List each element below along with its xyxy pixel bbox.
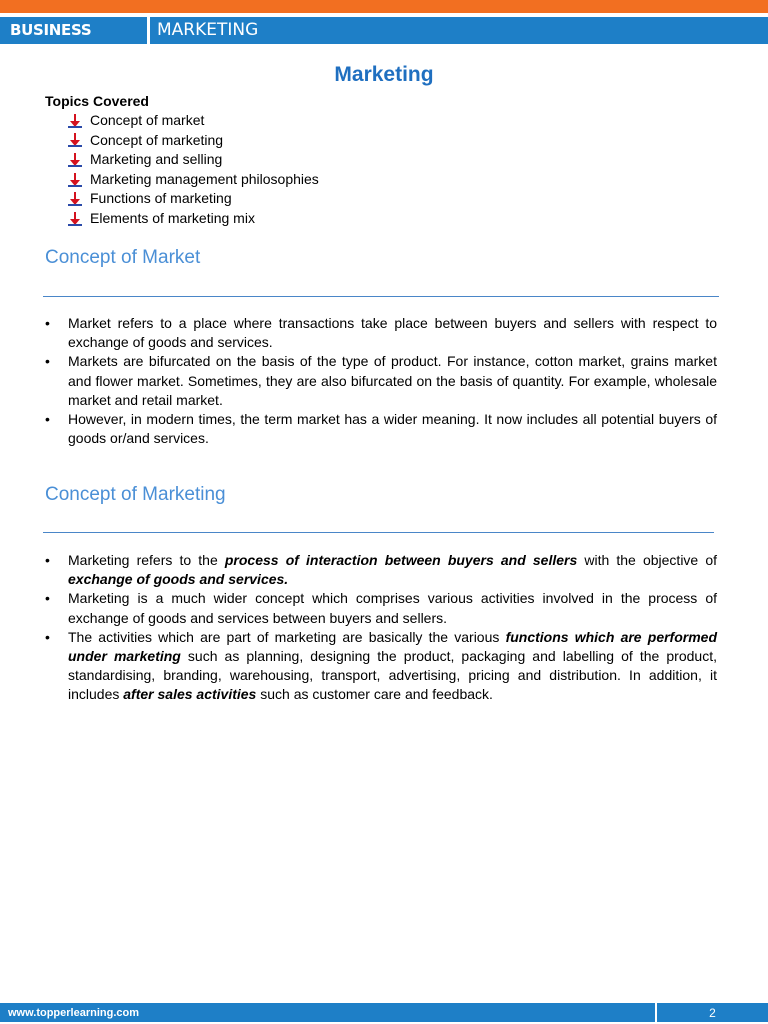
body-text: However, in modern times, the term market has a wider meaning. It now includes all potential buyers of goods or/and services.: [68, 411, 717, 447]
bullet-dot: •: [45, 590, 50, 607]
topic-label: Elements of marketing mix: [90, 209, 255, 226]
section-heading-market: Concept of Market: [45, 247, 201, 268]
section-rule: [43, 296, 719, 297]
bullet-dot: •: [45, 552, 50, 568]
topic-label: Marketing and selling: [90, 151, 223, 168]
body-text: with the objective of: [577, 552, 718, 568]
page-number: 2: [709, 1005, 716, 1020]
topic-item: [68, 111, 319, 131]
header-topic: MARKETING: [157, 20, 259, 40]
section-heading-marketing: Concept of Marketing: [45, 484, 226, 505]
header-subject: BUSINESS STUDIES: [10, 21, 92, 66]
emphasis-text: functions which are performed under marketing: [68, 628, 718, 665]
page-header: [0, 17, 768, 66]
bullet-item: [45, 314, 717, 352]
market-bullet-list: [45, 314, 717, 448]
bullet-item: [45, 589, 717, 627]
bullet-item: [45, 628, 717, 705]
body-text: Market refers to a place where transactions take place between buyers and sellers with respect to exchange of goods and services.: [68, 315, 717, 351]
bullet-dot: •: [45, 353, 50, 370]
section-rule: [43, 532, 714, 533]
topic-label: Concept of market: [90, 112, 205, 128]
footer-url: www.topperlearning.com: [8, 1006, 139, 1019]
down-arrow-icon: [68, 212, 82, 226]
bullet-dot: •: [45, 628, 50, 645]
top-accent-bar: [0, 0, 768, 13]
topics-list: [68, 111, 319, 229]
topic-label: Concept of marketing: [90, 131, 224, 148]
body-text: Markets are bifurcated on the basis of the type of product. For instance, cotton market, grains market and flower market. Sometimes, they are also bifurcated on the basis of quantity. For example, wholesale market and retail market.: [68, 353, 717, 408]
body-text: such as planning, designing the product, packaging and labelling of the product, standardising, branding, warehousing, transport, advertising, pricing and distribution. In addition, it includes: [68, 648, 717, 703]
down-arrow-icon: [68, 192, 82, 206]
topic-item: [68, 209, 319, 229]
page-title: Marketing: [334, 63, 434, 86]
body-text: Marketing is a much wider concept which comprises various activities involved in the process of exchange of goods and services between buyers and sellers.: [68, 590, 717, 626]
bullet-item: [45, 551, 717, 589]
topic-label: Functions of marketing: [90, 190, 232, 207]
topic-item: [68, 150, 319, 170]
topic-item: [68, 131, 319, 151]
bullet-dot: •: [45, 411, 50, 428]
body-text: Marketing refers to the: [68, 552, 225, 568]
topic-label: Marketing management philosophies: [90, 170, 319, 187]
bullet-dot: •: [45, 315, 50, 331]
emphasis-text: process of interaction between buyers and sellers: [224, 552, 578, 568]
marketing-bullet-list: [45, 551, 717, 705]
down-arrow-icon: [68, 153, 82, 167]
topics-heading: Topics Covered: [45, 93, 149, 109]
emphasis-text: after sales activities: [123, 686, 257, 703]
body-text: such as customer care and feedback.: [256, 686, 493, 703]
down-arrow-icon: [68, 114, 82, 128]
topic-item: [68, 170, 319, 190]
body-text: The activities which are part of marketing are basically the various: [68, 628, 506, 645]
bullet-item: [45, 410, 717, 448]
bullet-item: [45, 352, 717, 410]
topic-item: [68, 189, 319, 209]
down-arrow-icon: [68, 173, 82, 187]
emphasis-text: exchange of goods and services.: [68, 571, 289, 588]
page-footer: [0, 1003, 768, 1022]
down-arrow-icon: [68, 133, 82, 147]
